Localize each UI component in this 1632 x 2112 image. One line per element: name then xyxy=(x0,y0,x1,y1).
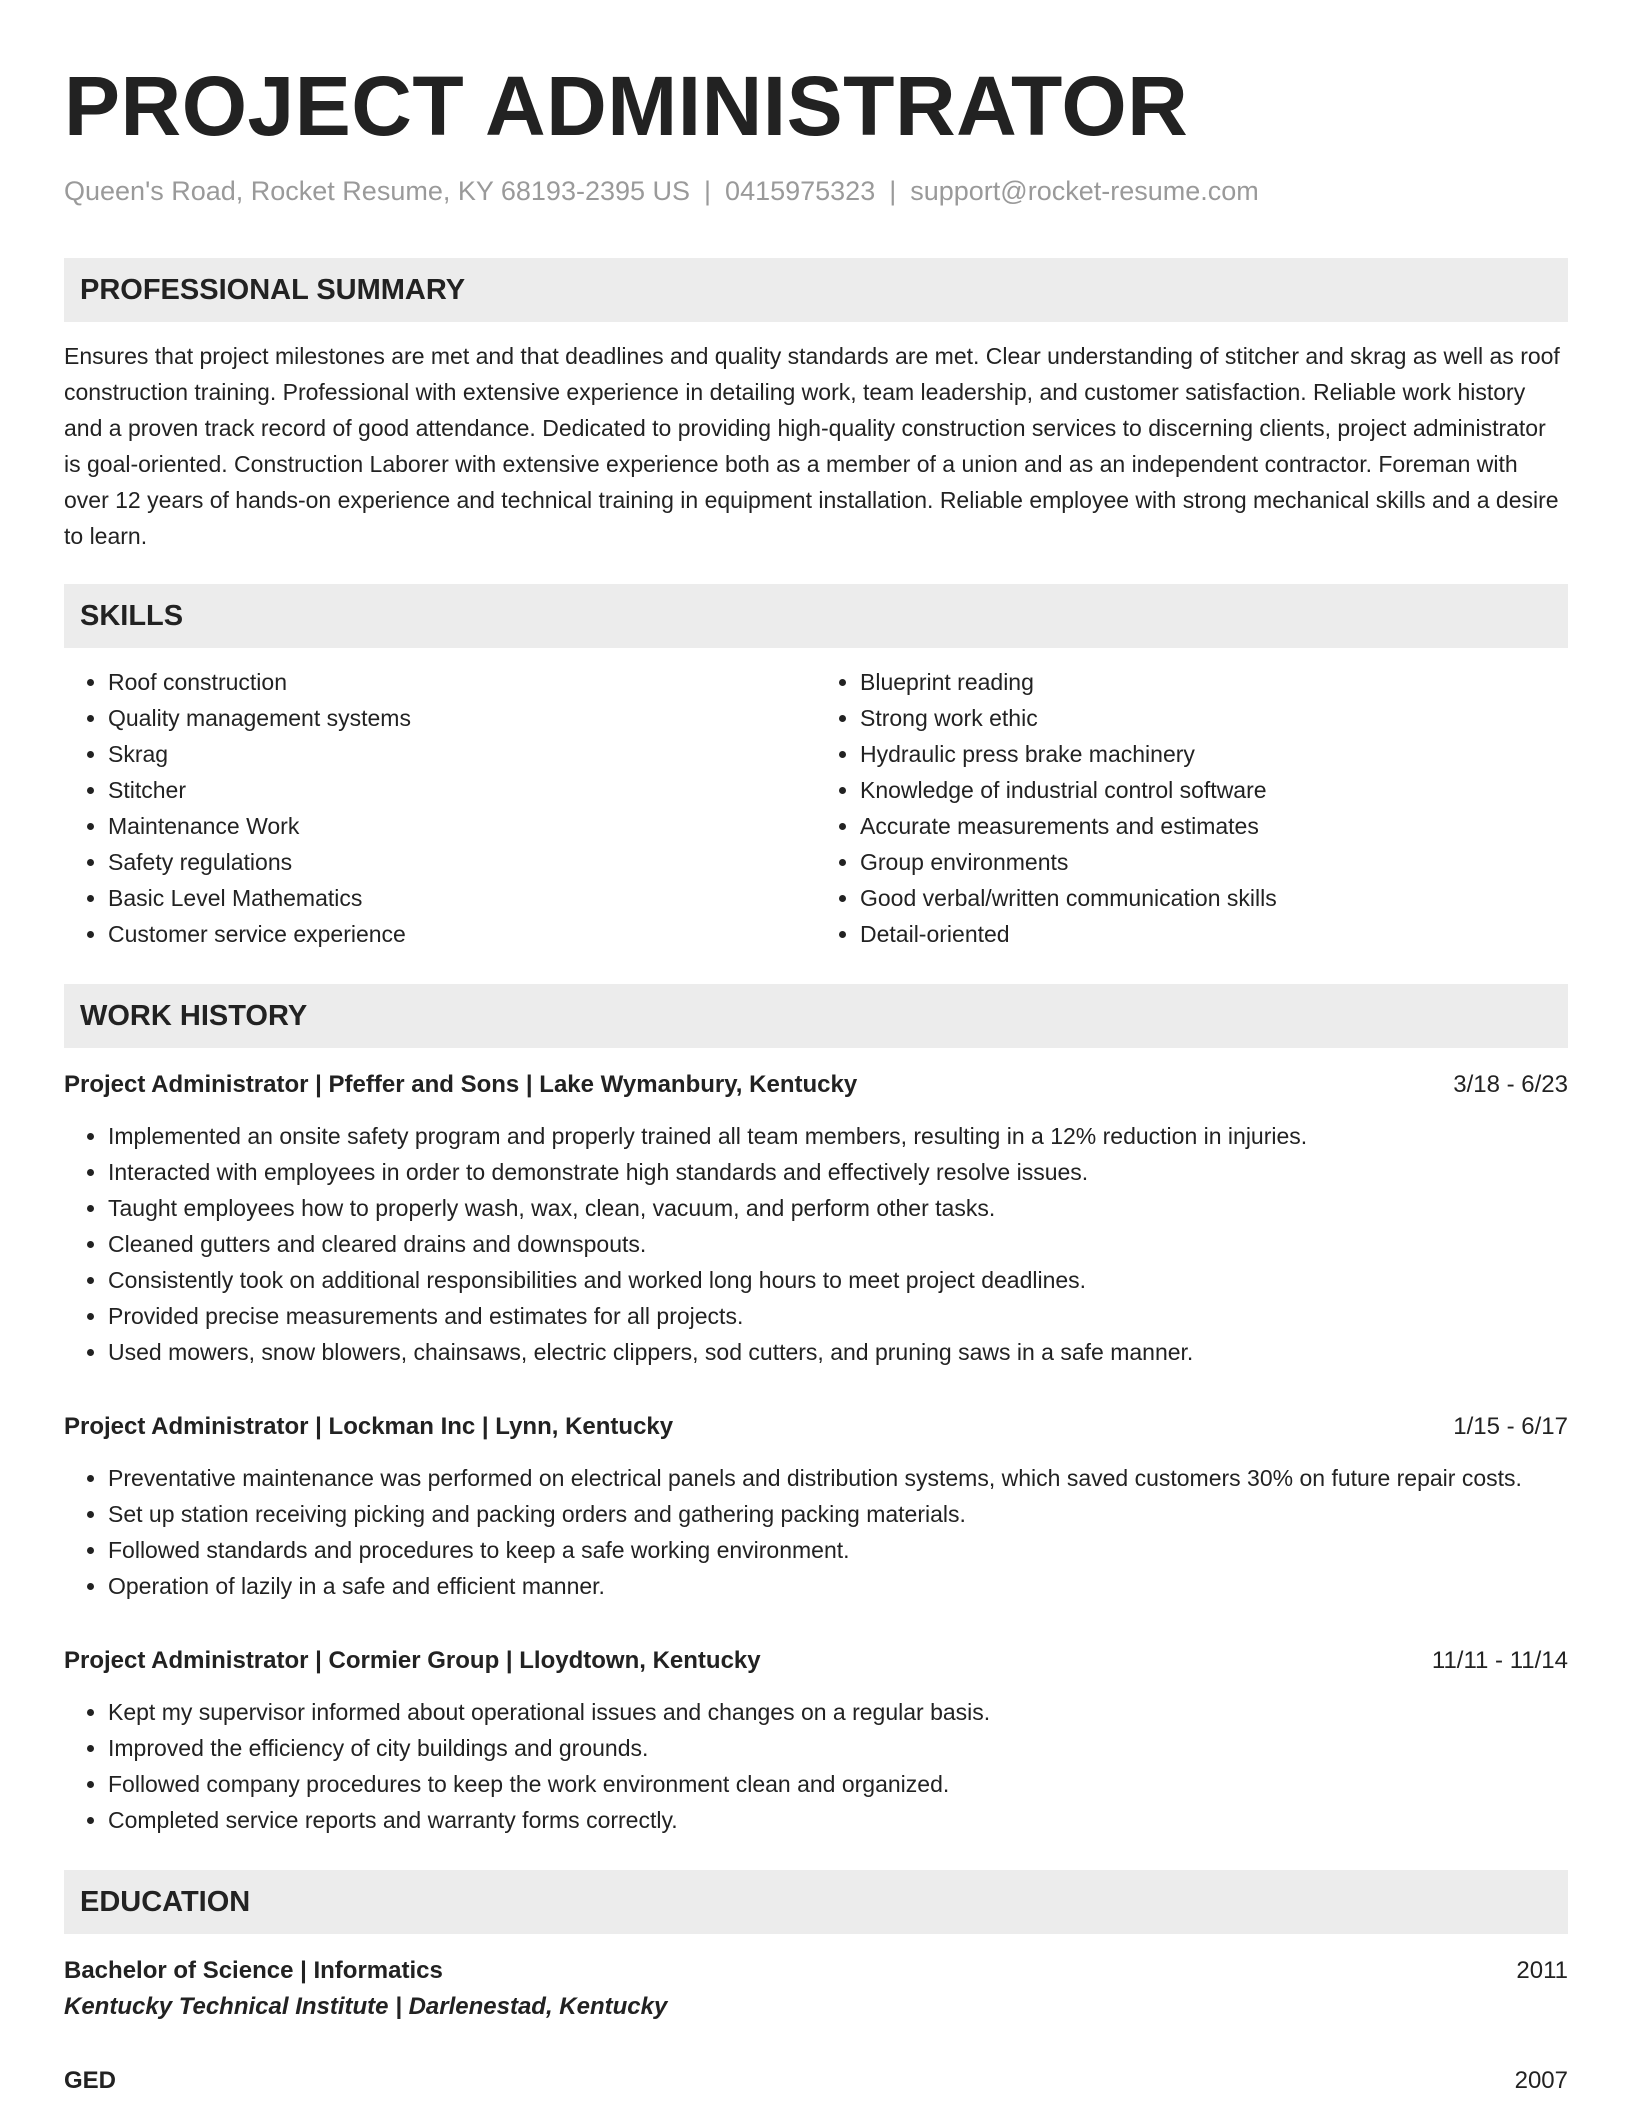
skill-item: • Knowledge of industrial control software xyxy=(860,772,1568,808)
skills-list-left xyxy=(64,664,816,952)
job-title: Project Administrator | Lockman Inc | Lynn, Kentucky xyxy=(64,1413,674,1440)
education-degree: GED xyxy=(64,2067,117,2094)
education-header xyxy=(64,1954,1568,1988)
skill-item: • Skrag xyxy=(108,736,816,772)
skill-item: • Safety regulations xyxy=(108,844,816,880)
contact-address: Queen's Road, Rocket Resume, KY 68193-2395 US xyxy=(64,176,691,206)
job-bullet: • Improved the efficiency of city buildings and grounds. xyxy=(108,1730,1568,1766)
education-heading: EDUCATION xyxy=(64,1870,1568,1934)
job-header xyxy=(64,1068,1568,1102)
contact-separator: | xyxy=(889,176,897,206)
education-year: 2007 xyxy=(1514,2067,1568,2094)
summary-heading: PROFESSIONAL SUMMARY xyxy=(64,258,1568,322)
skill-item: • Basic Level Mathematics xyxy=(108,880,816,916)
skill-item: • Hydraulic press brake machinery xyxy=(860,736,1568,772)
job-entry xyxy=(64,1644,1568,1838)
job-bullet: • Set up station receiving picking and packing orders and gathering packing materials. xyxy=(108,1496,1568,1532)
job-bullet: • Interacted with employees in order to demonstrate high standards and effectively resolve issues. xyxy=(108,1154,1568,1190)
job-bullet: • Cleaned gutters and cleared drains and downspouts. xyxy=(108,1226,1568,1262)
skill-item: • Customer service experience xyxy=(108,916,816,952)
skill-item: • Good verbal/written communication skills xyxy=(860,880,1568,916)
skills-grid xyxy=(64,664,1568,952)
job-bullet: • Consistently took on additional responsibilities and worked long hours to meet project deadlines. xyxy=(108,1262,1568,1298)
contact-line xyxy=(64,174,1568,208)
job-bullet: • Used mowers, snow blowers, chainsaws, electric clippers, sod cutters, and pruning saws in a safe manner. xyxy=(108,1334,1568,1370)
job-bullet: • Completed service reports and warranty forms correctly. xyxy=(108,1802,1568,1838)
contact-separator: | xyxy=(704,176,712,206)
job-bullet: • Preventative maintenance was performed on electrical panels and distribution systems, which saved customers 30% on future repair costs. xyxy=(108,1460,1568,1496)
job-entry xyxy=(64,1068,1568,1370)
job-bullet: • Kept my supervisor informed about operational issues and changes on a regular basis. xyxy=(108,1694,1568,1730)
job-bullet: • Provided precise measurements and estimates for all projects. xyxy=(108,1298,1568,1334)
skill-item: • Roof construction xyxy=(108,664,816,700)
skill-item: • Accurate measurements and estimates xyxy=(860,808,1568,844)
skill-item: • Stitcher xyxy=(108,772,816,808)
job-title: Project Administrator | Cormier Group | Lloydtown, Kentucky xyxy=(64,1647,761,1674)
job-dates: 3/18 - 6/23 xyxy=(1453,1071,1568,1098)
work-history-heading: WORK HISTORY xyxy=(64,984,1568,1048)
job-header xyxy=(64,1410,1568,1444)
job-dates: 1/15 - 6/17 xyxy=(1453,1413,1568,1440)
skill-item: • Strong work ethic xyxy=(860,700,1568,736)
job-header xyxy=(64,1644,1568,1678)
job-bullet: • Followed standards and procedures to keep a safe working environment. xyxy=(108,1532,1568,1568)
education-header xyxy=(64,2064,1568,2098)
job-bullet: • Followed company procedures to keep the work environment clean and organized. xyxy=(108,1766,1568,1802)
job-bullets xyxy=(64,1118,1568,1370)
contact-email: support@rocket-resume.com xyxy=(910,176,1259,206)
job-bullet: • Implemented an onsite safety program and properly trained all team members, resulting in a 12% reduction in injuries. xyxy=(108,1118,1568,1154)
skills-list-right xyxy=(816,664,1568,952)
skill-item: • Blueprint reading xyxy=(860,664,1568,700)
education-year: 2011 xyxy=(1516,1957,1568,1984)
education-school: Kentucky Technical Institute | Darlenestad, Kentucky xyxy=(64,1993,668,2020)
education-entry xyxy=(64,1954,1568,2026)
education-entry xyxy=(64,2064,1568,2098)
skill-item: • Detail-oriented xyxy=(860,916,1568,952)
job-bullet: • Operation of lazily in a safe and efficient manner. xyxy=(108,1568,1568,1604)
job-bullet: • Taught employees how to properly wash, wax, clean, vacuum, and perform other tasks. xyxy=(108,1190,1568,1226)
skill-item: • Quality management systems xyxy=(108,700,816,736)
summary-text: Ensures that project milestones are met and that deadlines and quality standards are met. Clear understanding of stitcher and skrag as well as roof construction training. Professional with extensive experience in detailing work, team leadership, and customer satisfaction. Reliable work history and a proven track record of good attendance. Dedicated to providing high-quality construction services to discerning clients, project administrator is goal-oriented. Construction Laborer with extensive experience both as a member of a union and as an independent contractor. Foreman with over 12 years of hands-on experience and technical training in equipment installation. Reliable employee with strong mechanical skills and a desire to learn. xyxy=(64,343,1560,549)
skill-item: • Group environments xyxy=(860,844,1568,880)
job-bullets xyxy=(64,1694,1568,1838)
job-dates: 11/11 - 11/14 xyxy=(1431,1647,1568,1674)
job-entry xyxy=(64,1410,1568,1604)
job-bullets xyxy=(64,1460,1568,1604)
education-degree: Bachelor of Science | Informatics xyxy=(64,1957,443,1984)
skill-item: • Maintenance Work xyxy=(108,808,816,844)
page-title: PROJECT ADMINISTRATOR xyxy=(64,59,1189,153)
contact-phone: 0415975323 xyxy=(725,176,876,206)
skills-heading: SKILLS xyxy=(64,584,1568,648)
job-title: Project Administrator | Pfeffer and Sons | Lake Wymanbury, Kentucky xyxy=(64,1071,858,1098)
